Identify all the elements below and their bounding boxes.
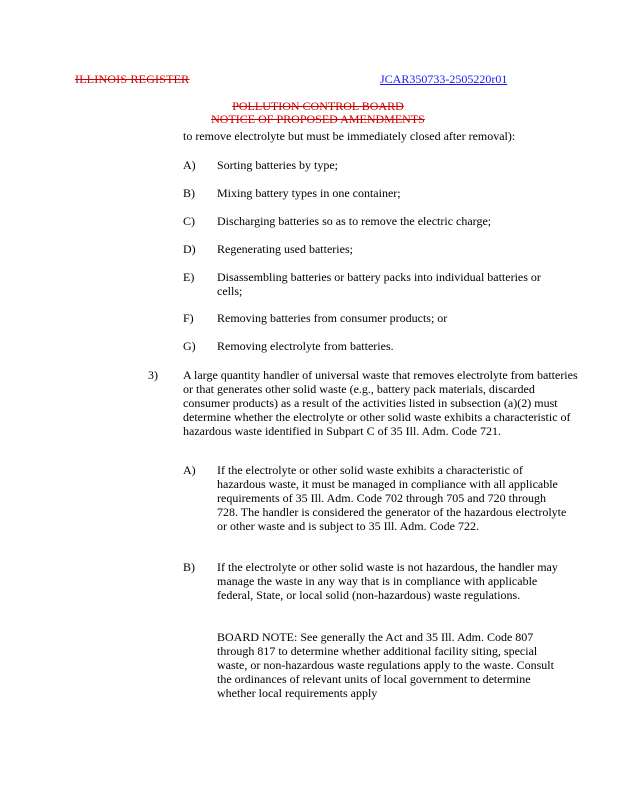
- list-item-label: B): [183, 186, 195, 200]
- list-item-label: E): [183, 270, 195, 284]
- sub-item-label: B): [183, 560, 195, 574]
- list-item-label: C): [183, 214, 195, 228]
- list-item-text: Discharging batteries so as to remove the electric charge;: [217, 214, 492, 228]
- list-item-text: Regenerating used batteries;: [217, 242, 353, 256]
- list-item-text: Removing electrolyte from batteries.: [217, 339, 394, 353]
- section-label: 3): [148, 368, 158, 382]
- intro-line: to remove electrolyte but must be immediately closed after removal):: [183, 129, 516, 143]
- list-item-label: F): [183, 311, 194, 325]
- sub-item-text: If the electrolyte or other solid waste exhibits a characteristic of hazardous waste, it must be managed in compliance with all applicable requirements of 35 Ill. Adm. Code 702 through 705 and 720 through 728. The handler is considered the generator of the hazardous electrolyte or other waste and is subject to 35 Ill. Adm. Code 722.: [217, 463, 567, 533]
- register-header: ILLINOIS REGISTER: [75, 72, 190, 86]
- jcar-document-id: JCAR350733-2505220r01: [380, 72, 508, 86]
- sub-item-text: If the electrolyte or other solid waste is not hazardous, the handler may manage the waste in any way that is in compliance with applicable federal, State, or local solid (non-hazardous) waste regulations.: [217, 560, 558, 602]
- list-item-label: G): [183, 339, 196, 353]
- list-item-label: A): [183, 158, 196, 172]
- list-item-text: Sorting batteries by type;: [217, 158, 338, 172]
- sub-item-label: A): [183, 463, 196, 477]
- list-item-text: Disassembling batteries or battery packs into individual batteries or cells;: [217, 270, 541, 298]
- board-name: POLLUTION CONTROL BOARD: [232, 99, 404, 113]
- notice-title: NOTICE OF PROPOSED AMENDMENTS: [211, 112, 425, 126]
- list-item-text: Removing batteries from consumer products; or: [217, 311, 448, 325]
- section-text: A large quantity handler of universal waste that removes electrolyte from batteries or that generates other solid waste (e.g., battery pack materials, discarded consumer products) as a result of the activities listed in subsection (a)(2) must determine whether the electrolyte or other solid waste exhibits a characteristic of hazardous waste identified in Subpart C of 35 Ill. Adm. Code 721.: [183, 368, 578, 438]
- list-item-text: Mixing battery types in one container;: [217, 186, 401, 200]
- board-note: BOARD NOTE: See generally the Act and 35 Ill. Adm. Code 807 through 817 to determine whether additional facility siting, special waste, or non-hazardous waste regulations apply to the waste. Consult the ordinances of relevant units of local government to determine whether local requirements apply: [217, 630, 554, 700]
- list-item-label: D): [183, 242, 196, 256]
